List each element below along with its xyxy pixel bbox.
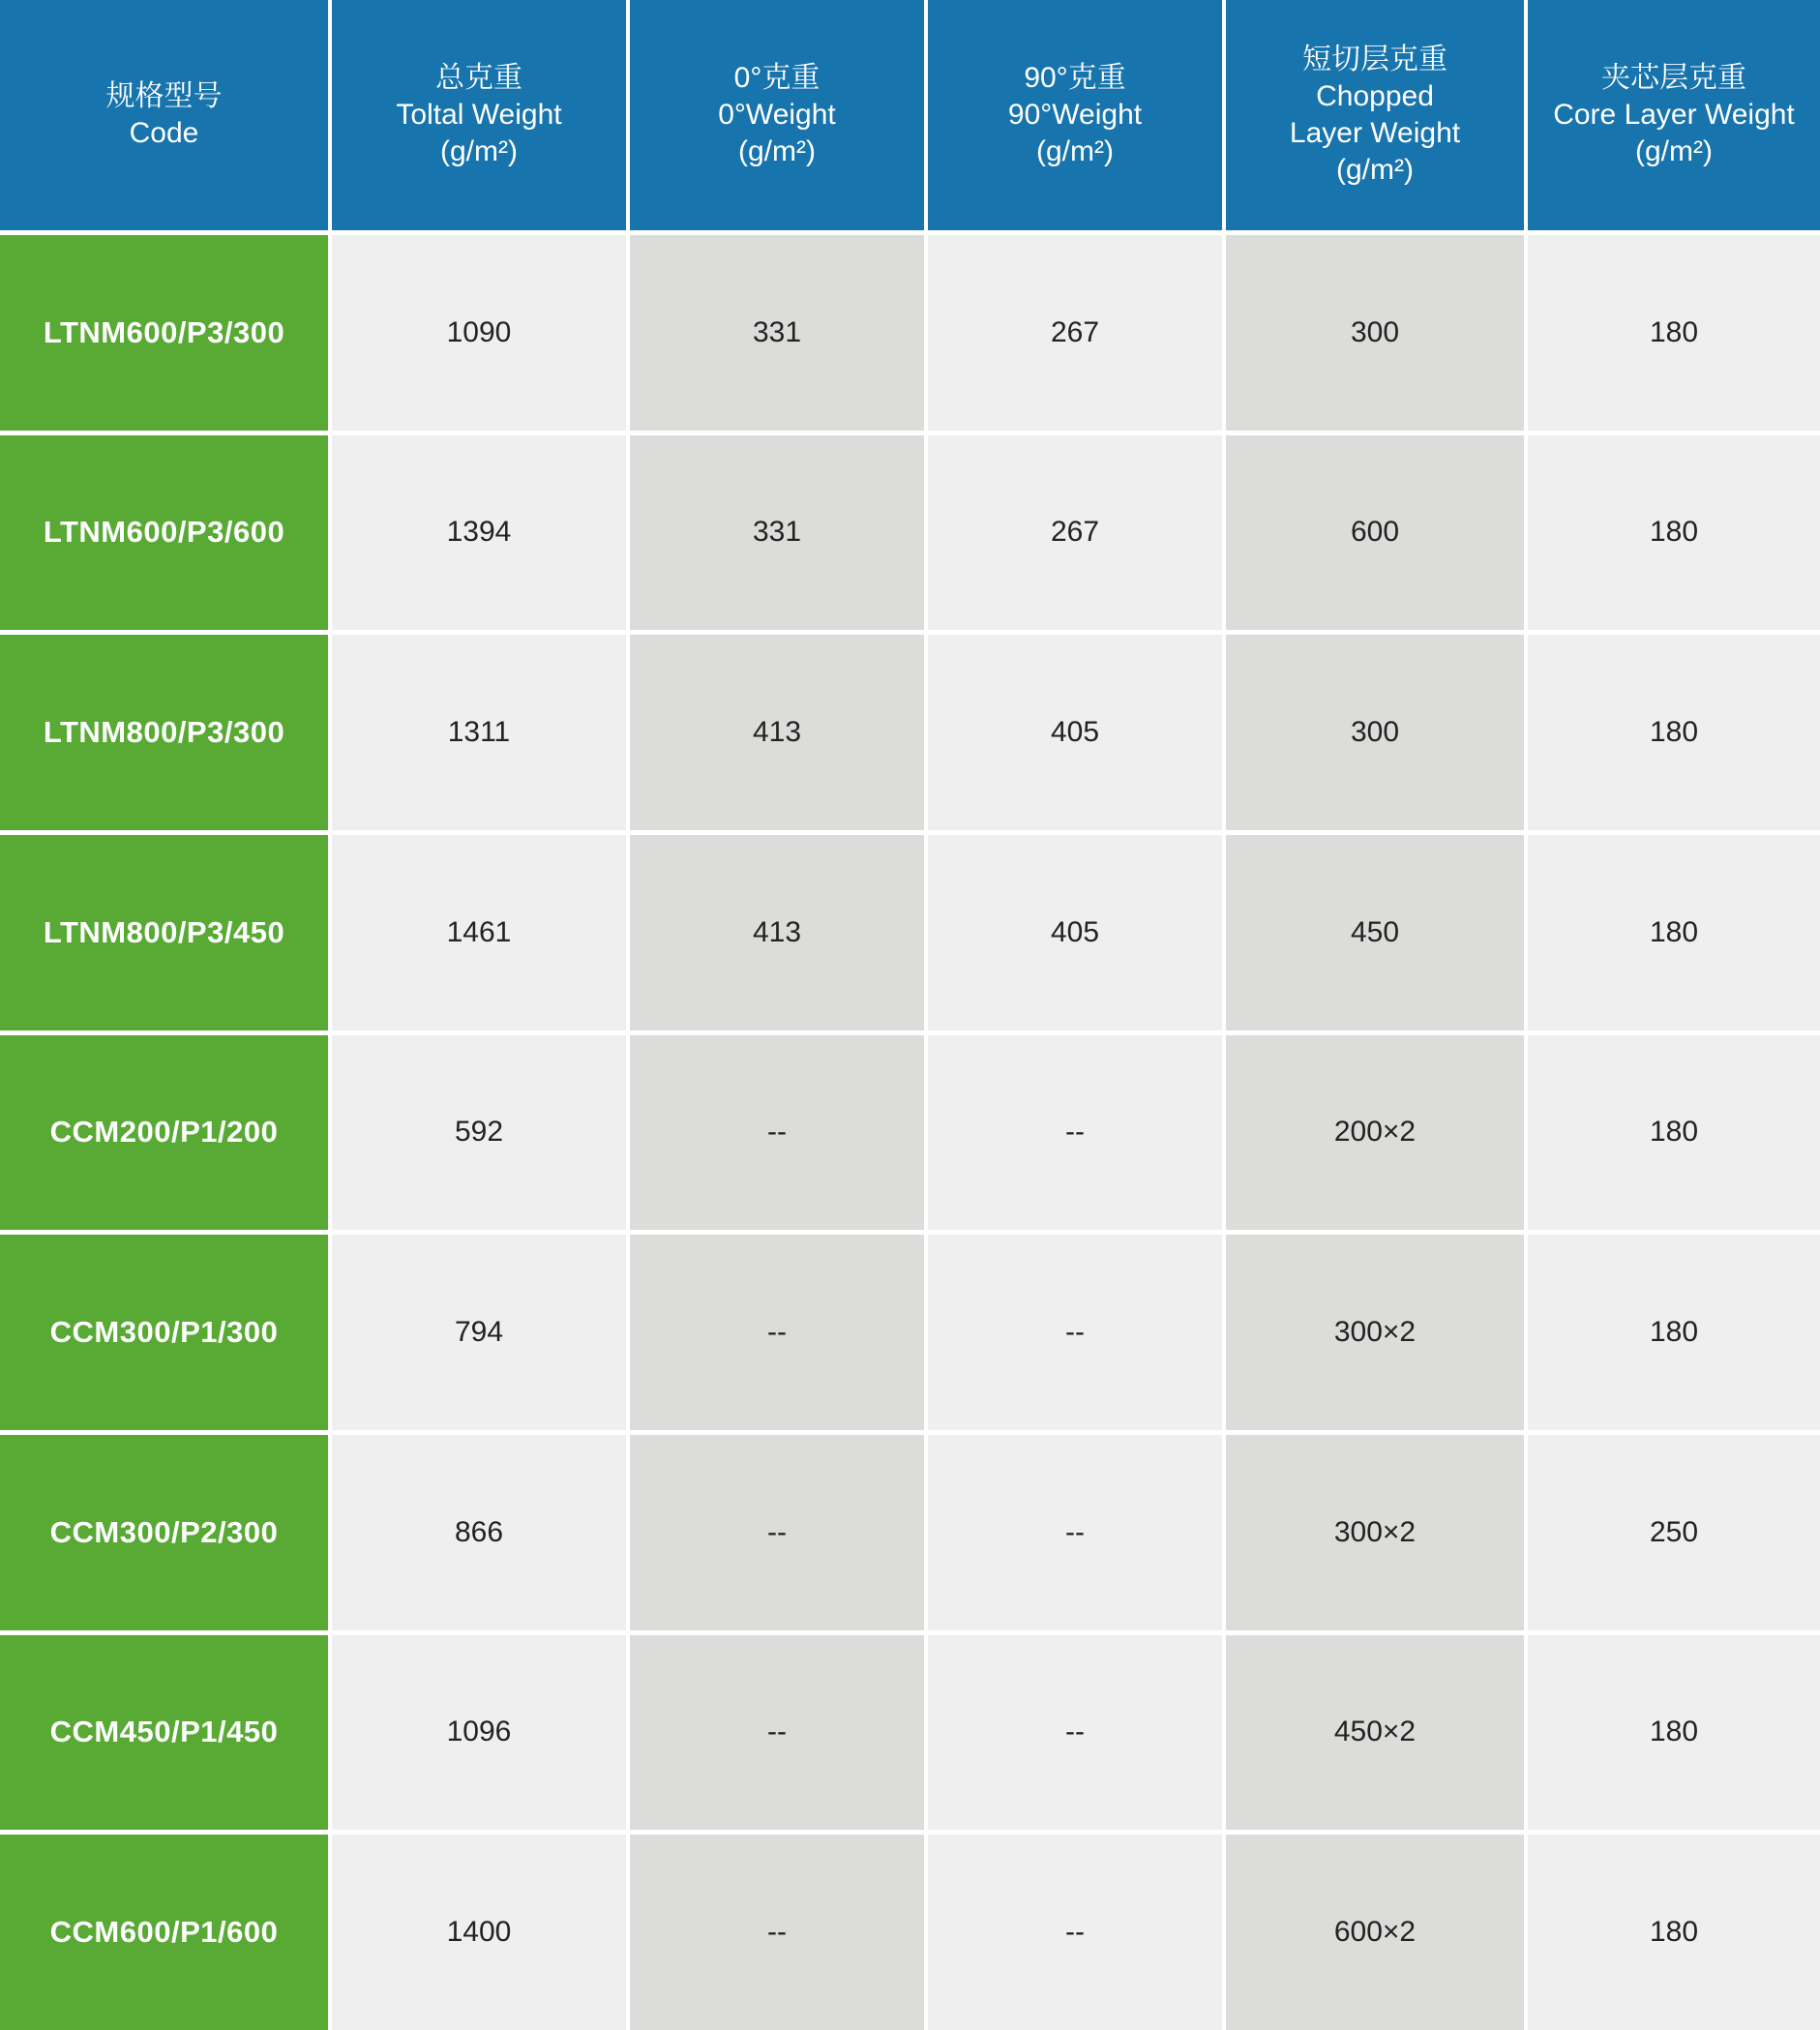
header-cell-90deg-weight <box>928 0 1222 230</box>
header-cell-code <box>0 0 328 230</box>
header-cell-0deg-weight <box>630 0 924 230</box>
chopped-layer-value: 450×2 <box>1226 1635 1524 1831</box>
code-cell: LTNM800/P3/300 <box>0 635 328 830</box>
code-cell: LTNM600/P3/300 <box>0 235 328 431</box>
chopped-layer-value: 300 <box>1226 235 1524 431</box>
code-cell: LTNM800/P3/450 <box>0 835 328 1030</box>
chopped-layer-value: 300×2 <box>1226 1435 1524 1630</box>
header-cell-total-weight <box>332 0 626 230</box>
weight-90deg-value: -- <box>928 1235 1222 1430</box>
weight-90deg-value: -- <box>928 1435 1222 1630</box>
header-0deg-weight-en: 0°Weight <box>718 99 836 131</box>
weight-90deg-value: -- <box>928 1035 1222 1231</box>
weight-90deg-value: -- <box>928 1635 1222 1831</box>
weight-0deg-value: 413 <box>630 635 924 830</box>
weight-90deg-value: 267 <box>928 435 1222 631</box>
header-0deg-weight-unit: (g/m²) <box>738 135 816 167</box>
total-weight-value: 1400 <box>332 1835 626 2030</box>
core-layer-value: 180 <box>1528 1235 1820 1430</box>
weight-0deg-value: -- <box>630 1835 924 2030</box>
chopped-layer-value: 450 <box>1226 835 1524 1030</box>
total-weight-value: 1311 <box>332 635 626 830</box>
total-weight-value: 1090 <box>332 235 626 431</box>
header-chopped-zh: 短切层克重 <box>1302 44 1447 75</box>
total-weight-value: 866 <box>332 1435 626 1630</box>
header-cell-chopped-layer-weight <box>1226 0 1524 230</box>
weight-0deg-value: 331 <box>630 435 924 631</box>
core-layer-value: 180 <box>1528 435 1820 631</box>
header-total-weight-en: Toltal Weight <box>396 99 562 131</box>
chopped-layer-value: 300×2 <box>1226 1235 1524 1430</box>
core-layer-value: 180 <box>1528 635 1820 830</box>
header-90deg-weight-zh: 90°克重 <box>1024 62 1126 94</box>
header-chopped-en2: Layer Weight <box>1289 117 1461 149</box>
weight-0deg-value: -- <box>630 1635 924 1831</box>
total-weight-value: 1096 <box>332 1635 626 1831</box>
header-total-weight-zh: 总克重 <box>435 62 522 94</box>
header-0deg-weight-zh: 0°克重 <box>733 62 820 94</box>
header-chopped-en1: Chopped <box>1316 80 1434 112</box>
header-cell-core-layer-weight <box>1528 0 1820 230</box>
core-layer-value: 180 <box>1528 235 1820 431</box>
chopped-layer-value: 200×2 <box>1226 1035 1524 1231</box>
chopped-layer-value: 600×2 <box>1226 1835 1524 2030</box>
core-layer-value: 180 <box>1528 1635 1820 1831</box>
core-layer-value: 180 <box>1528 1035 1820 1231</box>
header-90deg-weight-en: 90°Weight <box>1007 99 1143 131</box>
weight-90deg-value: 405 <box>928 635 1222 830</box>
chopped-layer-value: 300 <box>1226 635 1524 830</box>
header-total-weight-unit: (g/m²) <box>440 135 518 167</box>
total-weight-value: 1394 <box>332 435 626 631</box>
header-chopped-unit: (g/m²) <box>1336 154 1414 186</box>
weight-0deg-value: -- <box>630 1435 924 1630</box>
header-code-zh: 规格型号 <box>105 80 223 112</box>
core-layer-value: 250 <box>1528 1435 1820 1630</box>
weight-0deg-value: 413 <box>630 835 924 1030</box>
code-cell: LTNM600/P3/600 <box>0 435 328 631</box>
weight-90deg-value: 267 <box>928 235 1222 431</box>
code-cell: CCM600/P1/600 <box>0 1835 328 2030</box>
header-core-zh: 夹芯层克重 <box>1601 62 1746 94</box>
total-weight-value: 794 <box>332 1235 626 1430</box>
header-core-unit: (g/m²) <box>1635 135 1713 167</box>
code-cell: CCM300/P2/300 <box>0 1435 328 1630</box>
weight-0deg-value: -- <box>630 1035 924 1231</box>
header-90deg-weight-unit: (g/m²) <box>1036 135 1114 167</box>
header-code-en: Code <box>129 117 199 149</box>
code-cell: CCM450/P1/450 <box>0 1635 328 1831</box>
total-weight-value: 592 <box>332 1035 626 1231</box>
chopped-layer-value: 600 <box>1226 435 1524 631</box>
weight-0deg-value: -- <box>630 1235 924 1430</box>
header-core-en: Core Layer Weight <box>1553 99 1795 131</box>
weight-0deg-value: 331 <box>630 235 924 431</box>
code-cell: CCM300/P1/300 <box>0 1235 328 1430</box>
code-cell: CCM200/P1/200 <box>0 1035 328 1231</box>
weight-90deg-value: -- <box>928 1835 1222 2030</box>
core-layer-value: 180 <box>1528 1835 1820 2030</box>
weight-90deg-value: 405 <box>928 835 1222 1030</box>
total-weight-value: 1461 <box>332 835 626 1030</box>
core-layer-value: 180 <box>1528 835 1820 1030</box>
